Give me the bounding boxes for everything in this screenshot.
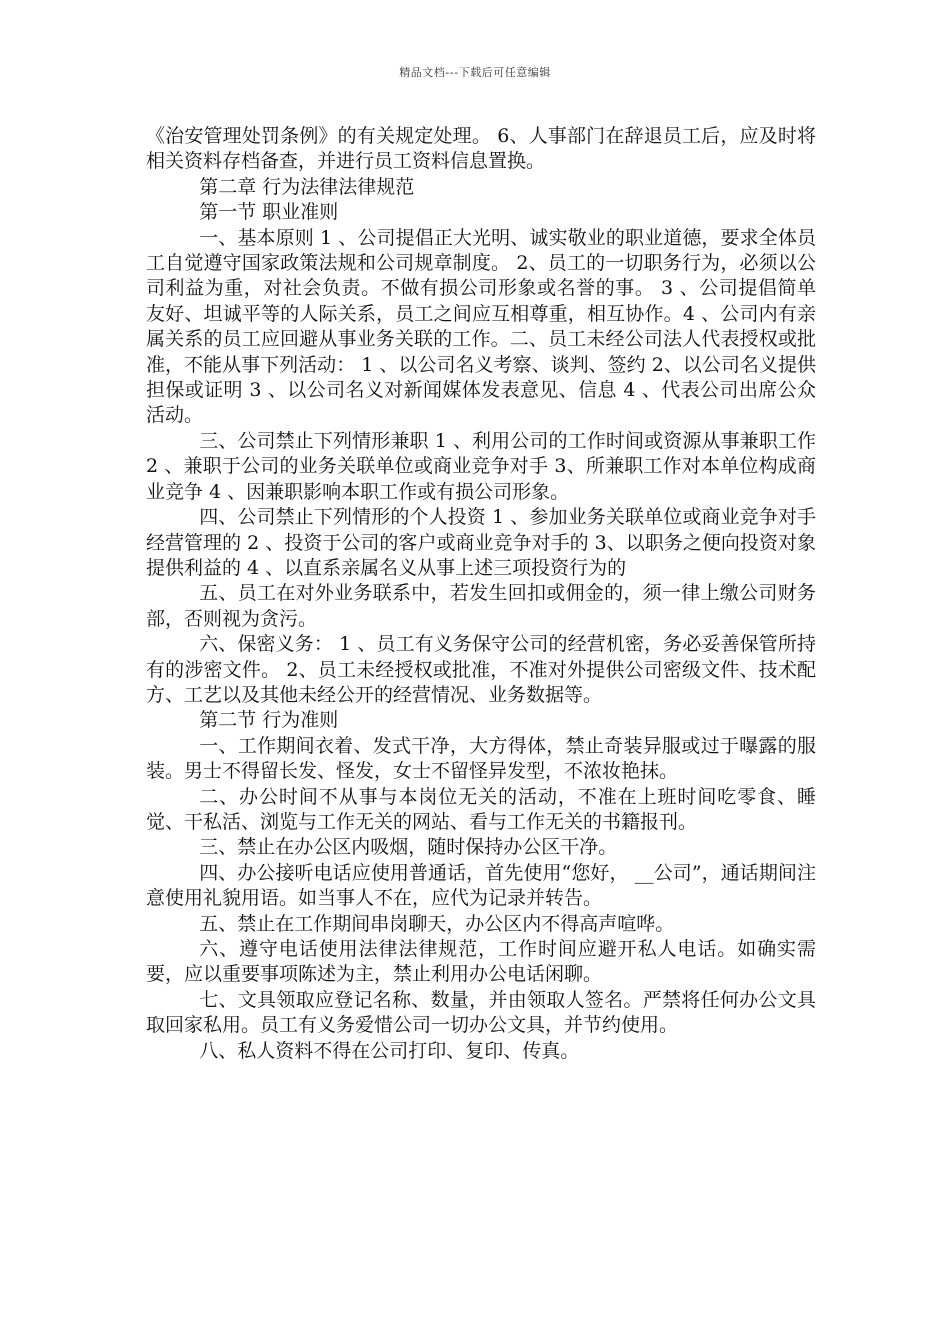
paragraph: 六、保密义务： 1 、员工有义务保守公司的经营机密，务必妥善保管所持有的涉密文件。 2、员工未经授权或批准，不准对外提供公司密级文件、技术配方、工艺以及其他未经公开的经营情况、业务数据等。	[146, 633, 816, 706]
paragraph: 七、文具领取应登记名称、数量，并由领取人签名。严禁将任何办公文具取回家私用。员工有义务爱惜公司一切办公文具，并节约使用。	[146, 988, 816, 1037]
section-heading: 第二节 行为准则	[199, 709, 339, 732]
paragraph: 六、遵守电话使用法律法律规范，工作时间应避开私人电话。如确实需要，应以重要事项陈述为主，禁止利用办公电话闲聊。	[146, 938, 816, 986]
paragraph: 三、公司禁止下列情形兼职 1 、利用公司的工作时间或资源从事兼职工作 2 、兼职于公司的业务关联单位或商业竞争对手 3、所兼职工作对本单位构成商业竞争 4 、因兼职影响本职工作或有损公司形象。	[146, 429, 816, 503]
paragraph: 四、公司禁止下列情形的个人投资 1 、参加业务关联单位或商业竞争对手经营管理的 2 、投资于公司的客户或商业竞争对手的 3、以职务之便向投资对象提供利益的 4 、以直系亲属名义从事上述三项投资行为的	[146, 506, 816, 579]
paragraph: 一、工作期间衣着、发式干净，大方得体，禁止奇装异服或过于曝露的服装。男士不得留长发、怪发，女士不留怪异发型，不浓妆艳抹。	[146, 734, 816, 783]
paragraph: 《治安管理处罚条例》的有关规定处理。 6、人事部门在辞退员工后，应及时将相关资料存档备查，并进行员工资料信息置换。	[146, 125, 816, 173]
chapter-heading: 第二章 行为法律法律规范	[199, 175, 415, 198]
section-heading: 第一节 职业准则	[199, 201, 339, 224]
document-header: 精品文档---下载后可任意编辑	[399, 66, 551, 79]
document-body	[146, 124, 816, 1064]
paragraph: 四、办公接听电话应使用普通话，首先使用“您好， __公司”，通话期间注意使用礼貌用语。如当事人不在，应代为记录并转告。	[146, 861, 816, 910]
paragraph: 八、私人资料不得在公司打印、复印、传真。	[199, 1039, 580, 1062]
paragraph: 五、员工在对外业务联系中，若发生回扣或佣金的，须一律上缴公司财务部，否则视为贪污。	[146, 582, 816, 630]
paragraph: 三、禁止在办公区内吸烟，随时保持办公区干净。	[199, 836, 618, 859]
paragraph: 五、禁止在工作期间串岗聊天，办公区内不得高声喧哗。	[199, 912, 675, 935]
paragraph: 一、基本原则 1 、公司提倡正大光明、诚实敬业的职业道德，要求全体员工自觉遵守国家政策法规和公司规章制度。 2、员工的一切职务行为，必须以公司利益为重，对社会负责。不做有损公司形象或名誉的事。 3 、公司提倡简单友好、坦诚平等的人际关系，员工之间应互相尊重，相互协作。4 、公司内有亲属关系的员工应回避从事业务关联的工作。二、员工未经公司法人代表授权或批准，不能从事下列活动： 1 、以公司名义考察、谈判、签约 2、以公司名义提供担保或证明 3 、以公司名义对新闻媒体发表意见、信息 4 、代表公司出席公众活动。	[146, 226, 816, 427]
paragraph: 二、办公时间不从事与本岗位无关的活动，不准在上班时间吃零食、睡觉、干私活、浏览与工作无关的网站、看与工作无关的书籍报刊。	[146, 785, 816, 833]
